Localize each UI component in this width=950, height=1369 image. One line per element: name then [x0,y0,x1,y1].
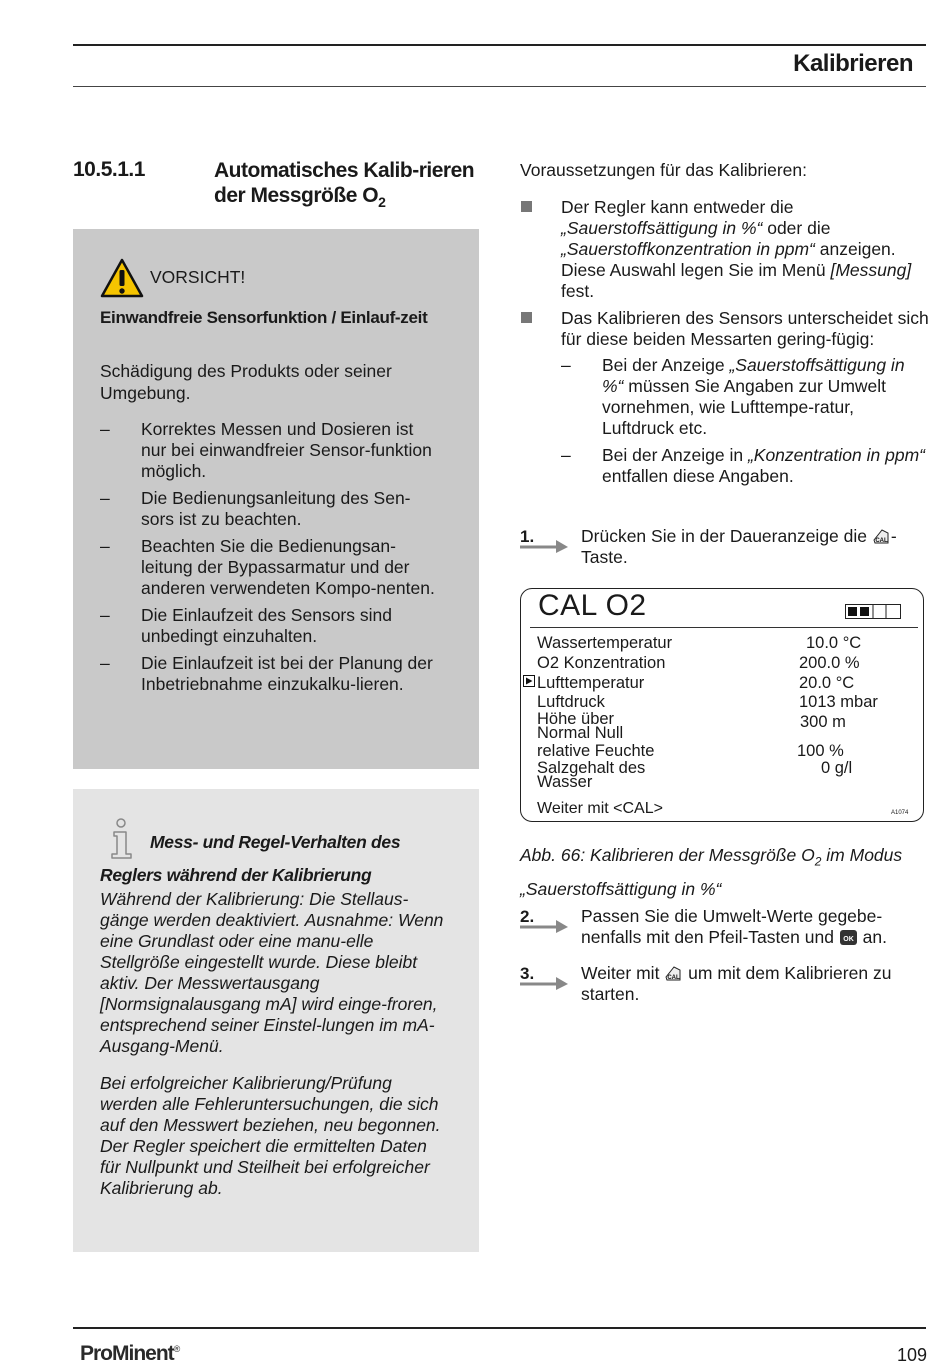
display-row-value: 100 % [797,742,844,760]
info-heading [100,826,440,892]
text: im Modus „Sauerstoffsättigung in %“ [520,845,903,899]
requirements-list [520,197,930,493]
text: -Taste. [581,526,897,567]
text: anzeigen. Diese Auswahl legen Sie im Menü [561,239,896,280]
list-item-text: Die Einlaufzeit ist bei der Planung der Inbetriebnahme einzukalku-lieren. [141,653,433,694]
text: Drücken Sie in der Daueranzeige die [581,526,872,546]
section-number: 10.5.1.1 [73,158,145,181]
text: Bei der Anzeige [602,355,730,375]
caption-subscript: 2 [814,854,822,869]
warning-intro: Schädigung des Produkts oder seiner Umgebung. [100,361,392,403]
text: um mit dem Kalibrieren zu starten. [581,963,892,1004]
display-row-label: Salzgehalt des [537,759,646,777]
list-item-text: Korrektes Messen und Dosieren ist nur bei einwandfreier Sensor-funktion möglich. [141,419,432,481]
dash-marker: – [561,355,571,375]
header-rule-bottom [73,86,926,87]
text-italic: „Sauerstoffsättigung in %“ [561,218,763,238]
cal-key-label: CAL [667,975,680,981]
square-bullet-icon [521,201,532,212]
text-italic: „Konzentration in ppm“ [747,445,925,465]
display-row-value: 1013 mbar [799,693,878,711]
list-item [561,355,930,439]
step-text [581,526,930,568]
section-title-subscript: 2 [378,194,386,211]
display-title: CAL O2 [538,589,647,622]
display-row-value: 10.0 °C [806,634,862,652]
display-row-value: 0 g/l [821,759,853,777]
text: oder die [762,218,831,238]
signal-bar-icon [845,604,901,619]
info-paragraph: Bei erfolgreicher Kalibrierung/Prüfung werden alle Fehleruntersuchungen, die sich auf den Messwert beziehen, neu begonnen. Der Regler speichert die ermittelten Daten für Nullpunkt und Steilheit bei erfolgreicher Kalibrierung ab. [100,1073,441,1198]
text: Das Kalibrieren des Sensors unterscheidet sich für diese beiden Messarten gering-fügig: [561,308,929,349]
display-row-value: 200.0 % [799,654,860,672]
cal-key-icon [872,528,891,545]
step-2 [520,906,930,948]
list-item [561,445,930,487]
list-item [100,605,440,647]
display-row-label: O2 Konzentration [537,654,666,672]
text-italic: [Messung] [830,260,912,280]
display-row-label: Höhe über [537,710,615,728]
step-number: 2. [520,907,535,926]
prominent-logo [80,1342,179,1366]
list-item [100,419,440,482]
dash-marker: – [100,536,110,556]
text: an. [857,927,887,947]
warning-label: VORSICHT! [150,267,246,287]
list-item [100,536,440,599]
list-item-text: Die Bedienungsanleitung des Sen-sors ist zu beachten. [141,488,411,529]
list-item-text: Beachten Sie die Bedienungsan-leitung der Bypassarmatur und der anderen verwendeten Kompo-nenten. [141,536,435,598]
display-row-label: Wassertemperatur [537,634,673,652]
display-row-label: Lufttemperatur [537,674,645,692]
list-item [520,308,930,487]
warning-list [100,419,440,701]
display-row-label: relative Feuchte [537,742,655,760]
requirements-intro: Voraussetzungen für das Kalibrieren: [520,160,807,180]
display-row-label: Normal Null [537,724,624,742]
text: Passen Sie die Umwelt-Werte gegebe-nenfalls mit den Pfeil-Tasten und [581,906,883,947]
step-3 [520,963,930,1005]
text-italic: „Sauerstoffkonzentration in ppm“ [561,239,815,259]
display-row-label: Luftdruck [537,693,605,711]
display-row-value: 300 m [800,713,846,731]
step-text [581,906,930,948]
footer-rule [73,1327,926,1329]
square-bullet-icon [521,312,532,323]
list-item [100,653,440,695]
dash-marker: – [100,488,110,508]
info-paragraph: Während der Kalibrierung: Die Stellaus-gänge werden deaktiviert. Ausnahme: Wenn eine Grundlast oder eine manu-elle Stellgröße eingestellt wurde. Diese bleibt aktiv. Der Messwertausgang [Normsignalausgang mA] wird einge-froren, entsprechend seiner Einstel-lungen im mA-Ausgang-Menü. [100,889,444,1056]
display-row-label: Wasser [537,773,593,791]
step-arrow-icon [520,919,568,933]
figure-caption [520,842,920,903]
list-item [100,488,440,530]
ok-key-label: OK [843,936,854,943]
figure-code: A1074 [891,810,909,816]
list-item [520,197,930,302]
warning-heading: Einwandfreie Sensorfunktion / Einlauf-zeit [100,308,428,327]
display-divider [530,627,918,628]
text: Abb. 66: Kalibrieren der Messgröße O [520,845,815,865]
dash-marker: – [561,445,571,465]
step-1 [520,526,930,568]
sub-list [561,355,930,487]
info-heading-line1: Mess- und Regel-Verhalten des [150,832,401,852]
step-arrow-icon [520,539,568,553]
display-row-value: 20.0 °C [799,674,855,692]
display-footer: Weiter mit <CAL> [537,800,663,817]
step-number: 1. [520,527,535,546]
dash-marker: – [100,605,110,625]
header-rule-top [73,44,926,46]
step-text [581,963,930,1005]
page-header-title: Kalibrieren [793,50,913,77]
text: müssen Sie Angaben zur Umwelt vornehmen, wie Lufttempe-ratur, Luftdruck etc. [602,376,887,438]
text: fest. [561,281,595,301]
dash-marker: – [100,419,110,439]
page-number: 109 [896,1345,927,1365]
text: Der Regler kann entweder die [561,197,794,217]
section-title-text: Automatisches Kalib-rieren der Messgröße O [214,159,475,207]
cal-key-icon [664,965,683,982]
text: Bei der Anzeige in [602,445,748,465]
list-item-text: Die Einlaufzeit des Sensors sind unbedingt einzuhalten. [141,605,392,646]
registered-mark: ® [173,1344,180,1354]
warning-triangle-icon [100,258,144,298]
text: Weiter mit [581,963,665,983]
text-italic: „Sauerstoffsättigung in %“ [602,355,905,396]
text: entfallen diese Angaben. [602,466,794,486]
dash-marker: – [100,653,110,673]
cursor-arrow-icon [523,675,535,687]
cal-key-label: CAL [875,538,888,544]
section-title [214,158,484,215]
logo-text: ProMinent [80,1342,174,1365]
step-number: 3. [520,964,535,983]
info-heading-line2: Reglers während der Kalibrierung [100,865,372,885]
ok-key-icon [839,929,858,946]
step-arrow-icon [520,976,568,990]
